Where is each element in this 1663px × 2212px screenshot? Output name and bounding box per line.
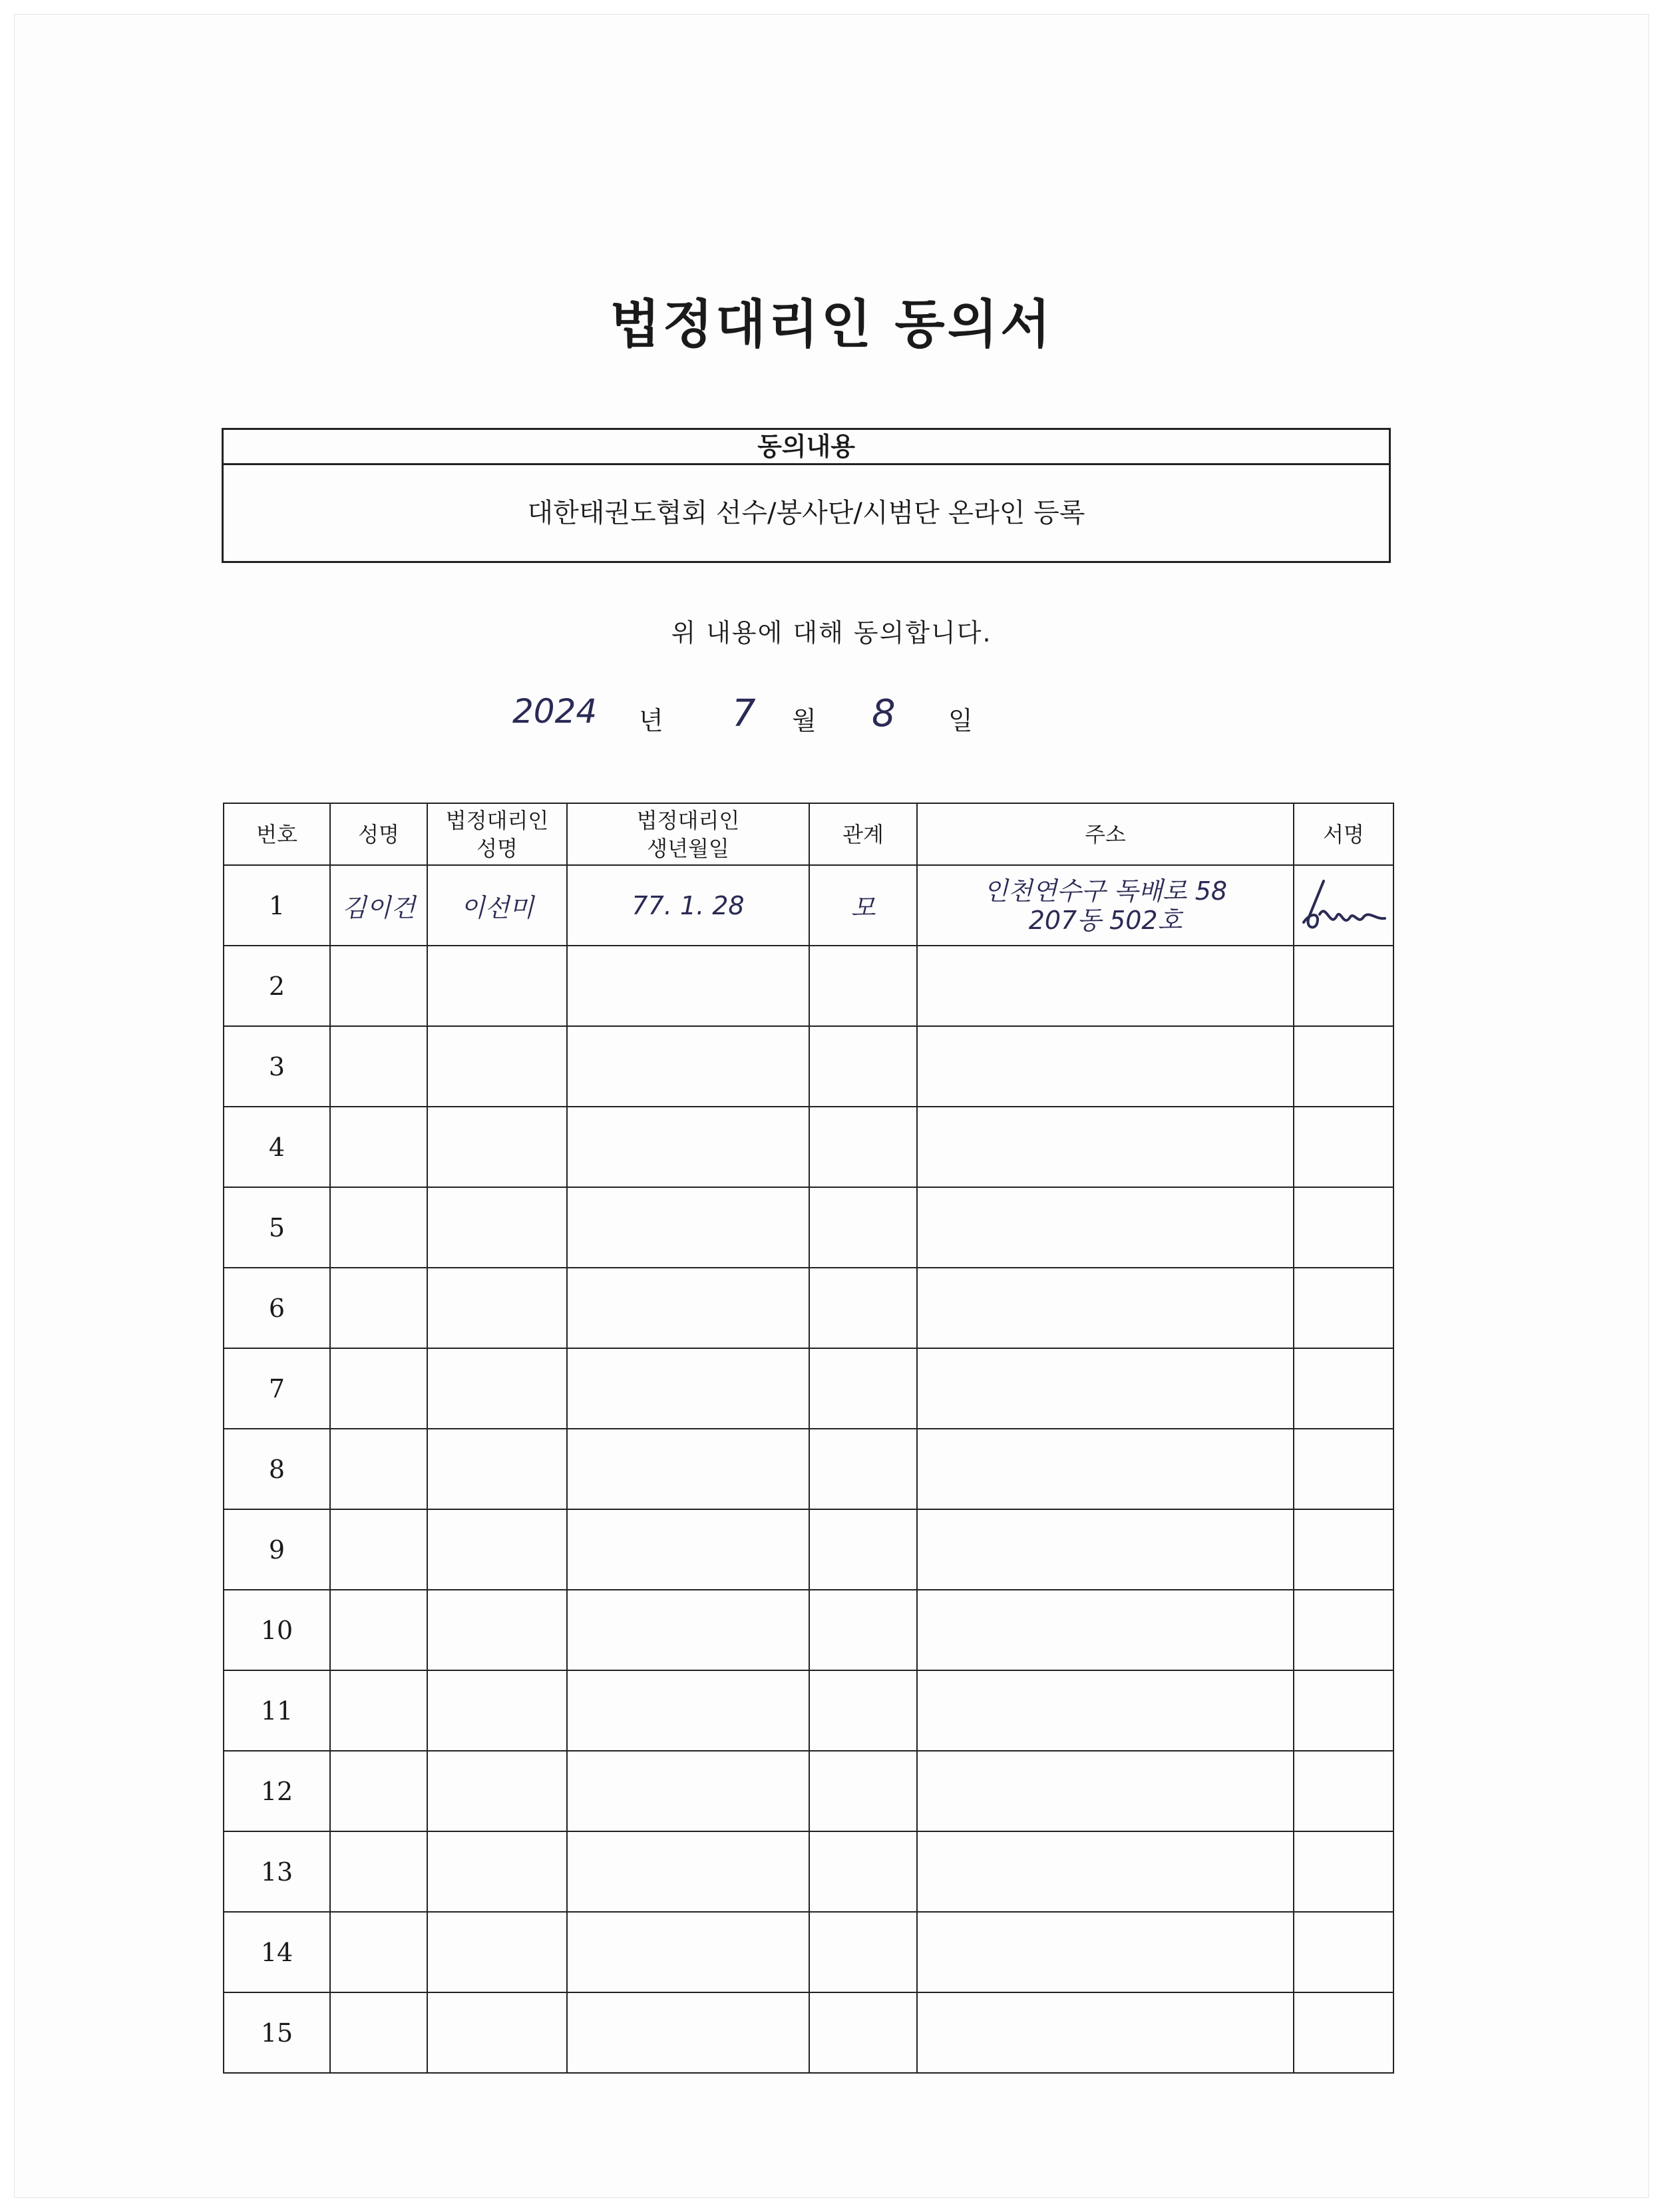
row-guardian-birth [567, 1751, 809, 1831]
row-num: 13 [224, 1831, 330, 1912]
row-address-line1: 인천연수구 독배로 58 [983, 876, 1228, 906]
row-name [330, 1992, 427, 2073]
row-address [917, 1992, 1294, 2073]
date-day-value: 8 [872, 692, 896, 735]
row-guardian-birth [567, 946, 809, 1026]
signature-stroke [1304, 881, 1385, 927]
row-address [917, 1107, 1294, 1187]
row-address [917, 1187, 1294, 1268]
row-guardian-name [427, 1107, 567, 1187]
row-address [917, 1912, 1294, 1992]
agree-statement: 위 내용에 대해 동의합니다. [671, 618, 992, 647]
row-relation: 모 [809, 865, 917, 946]
row-guardian-birth [567, 1348, 809, 1429]
row-signature [1294, 1429, 1393, 1509]
row-address [917, 1751, 1294, 1831]
row-address [917, 1429, 1294, 1509]
row-num: 14 [224, 1912, 330, 1992]
row-num: 9 [224, 1509, 330, 1590]
row-address [917, 1590, 1294, 1670]
consent-header: 동의내용 [224, 430, 1389, 465]
row-signature [1294, 1992, 1393, 2073]
row-signature [1294, 1912, 1393, 1992]
row-name [330, 1348, 427, 1429]
header-guardian-name-line1: 법정대리인 [445, 807, 549, 833]
row-guardian-name [427, 1670, 567, 1751]
row-guardian-name [427, 1831, 567, 1912]
date-month-label: 월 [792, 706, 817, 735]
row-address [917, 1831, 1294, 1912]
row-relation [809, 1992, 917, 2073]
row-relation [809, 1429, 917, 1509]
table-row [224, 1992, 1393, 2073]
row-guardian-name [427, 1026, 567, 1107]
consent-text: 대한태권도협회 선수/봉사단/시범단 온라인 등록 [527, 498, 1085, 528]
header-guardian-name [427, 803, 567, 865]
header-signature: 서명 [1294, 803, 1393, 865]
row-signature [1294, 1268, 1393, 1348]
table-header-row [224, 803, 1393, 865]
header-guardian-name-line2: 성명 [476, 835, 518, 861]
row-signature [1294, 1107, 1393, 1187]
row-num: 1 [224, 865, 330, 946]
row-relation [809, 1590, 917, 1670]
table-row [224, 1912, 1393, 1992]
row-num: 2 [224, 946, 330, 1026]
table-row [224, 865, 1393, 946]
table-row [224, 1509, 1393, 1590]
table-row [224, 1831, 1393, 1912]
row-address [917, 946, 1294, 1026]
row-guardian-birth: 77. 1. 28 [567, 865, 809, 946]
row-guardian-birth [567, 1107, 809, 1187]
row-guardian-birth [567, 1912, 809, 1992]
row-address [917, 865, 1294, 946]
row-signature [1294, 1590, 1393, 1670]
row-guardian-birth [567, 1187, 809, 1268]
guardian-table [223, 803, 1394, 2074]
row-guardian-name [427, 1590, 567, 1670]
row-name [330, 1107, 427, 1187]
table-row [224, 1751, 1393, 1831]
table-row [224, 1107, 1393, 1187]
consent-box [222, 428, 1391, 563]
row-signature [1294, 1509, 1393, 1590]
row-guardian-name [427, 946, 567, 1026]
row-address [917, 1026, 1294, 1107]
row-name [330, 1751, 427, 1831]
row-guardian-name [427, 1992, 567, 2073]
row-signature [1294, 1670, 1393, 1751]
row-signature [1294, 1831, 1393, 1912]
row-num: 3 [224, 1026, 330, 1107]
row-num: 6 [224, 1268, 330, 1348]
row-relation [809, 1751, 917, 1831]
row-name [330, 1831, 427, 1912]
row-address [917, 1509, 1294, 1590]
table-row [224, 1590, 1393, 1670]
header-relation: 관계 [809, 803, 917, 865]
document-title: 법정대리인 동의서 [610, 294, 1053, 355]
row-signature [1294, 1751, 1393, 1831]
handwritten-signature [1297, 876, 1390, 936]
row-guardian-name [427, 1751, 567, 1831]
row-guardian-birth [567, 1831, 809, 1912]
row-signature [1294, 865, 1393, 946]
row-signature [1294, 1187, 1393, 1268]
date-day-label: 일 [948, 706, 973, 735]
row-guardian-birth [567, 1429, 809, 1509]
row-relation [809, 1912, 917, 1992]
row-name [330, 1026, 427, 1107]
table-row [224, 1268, 1393, 1348]
row-address [917, 1348, 1294, 1429]
row-guardian-birth [567, 1992, 809, 2073]
row-relation [809, 1187, 917, 1268]
row-relation [809, 1107, 917, 1187]
row-guardian-birth [567, 1026, 809, 1107]
row-guardian-name: 이선미 [427, 865, 567, 946]
row-name [330, 946, 427, 1026]
header-guardian-birth [567, 803, 809, 865]
row-relation [809, 1509, 917, 1590]
row-relation [809, 946, 917, 1026]
row-num: 4 [224, 1107, 330, 1187]
row-guardian-birth [567, 1268, 809, 1348]
table-row [224, 1670, 1393, 1751]
row-signature [1294, 946, 1393, 1026]
date-year-value: 2024 [512, 692, 598, 731]
row-guardian-birth [567, 1670, 809, 1751]
table-row [224, 946, 1393, 1026]
header-address: 주소 [917, 803, 1294, 865]
date-month-value: 7 [732, 692, 756, 735]
date-line [512, 692, 1045, 745]
row-relation [809, 1268, 917, 1348]
row-guardian-birth [567, 1509, 809, 1590]
row-num: 15 [224, 1992, 330, 2073]
row-name [330, 1268, 427, 1348]
row-num: 10 [224, 1590, 330, 1670]
table-row [224, 1187, 1393, 1268]
row-num: 8 [224, 1429, 330, 1509]
row-num: 7 [224, 1348, 330, 1429]
row-guardian-name [427, 1187, 567, 1268]
row-address [917, 1670, 1294, 1751]
table-row [224, 1348, 1393, 1429]
row-name [330, 1509, 427, 1590]
header-guardian-birth-line2: 생년월일 [647, 835, 729, 861]
row-name [330, 1590, 427, 1670]
row-num: 5 [224, 1187, 330, 1268]
row-name [330, 1429, 427, 1509]
header-num: 번호 [224, 803, 330, 865]
table-row [224, 1429, 1393, 1509]
row-address [917, 1268, 1294, 1348]
row-guardian-name [427, 1912, 567, 1992]
row-address-line2: 207동 502호 [1028, 905, 1183, 935]
date-year-label: 년 [639, 706, 663, 735]
header-name: 성명 [330, 803, 427, 865]
header-guardian-birth-line1: 법정대리인 [636, 807, 740, 833]
row-relation [809, 1670, 917, 1751]
row-name [330, 1187, 427, 1268]
row-guardian-birth [567, 1590, 809, 1670]
row-guardian-name [427, 1509, 567, 1590]
row-relation [809, 1831, 917, 1912]
row-num: 12 [224, 1751, 330, 1831]
row-signature [1294, 1026, 1393, 1107]
table-row [224, 1026, 1393, 1107]
row-num: 11 [224, 1670, 330, 1751]
row-name [330, 1912, 427, 1992]
table-body [224, 865, 1393, 2073]
row-guardian-name [427, 1268, 567, 1348]
row-guardian-name [427, 1348, 567, 1429]
row-signature [1294, 1348, 1393, 1429]
row-relation [809, 1348, 917, 1429]
row-guardian-name [427, 1429, 567, 1509]
row-name: 김이건 [330, 865, 427, 946]
row-name [330, 1670, 427, 1751]
row-relation [809, 1026, 917, 1107]
